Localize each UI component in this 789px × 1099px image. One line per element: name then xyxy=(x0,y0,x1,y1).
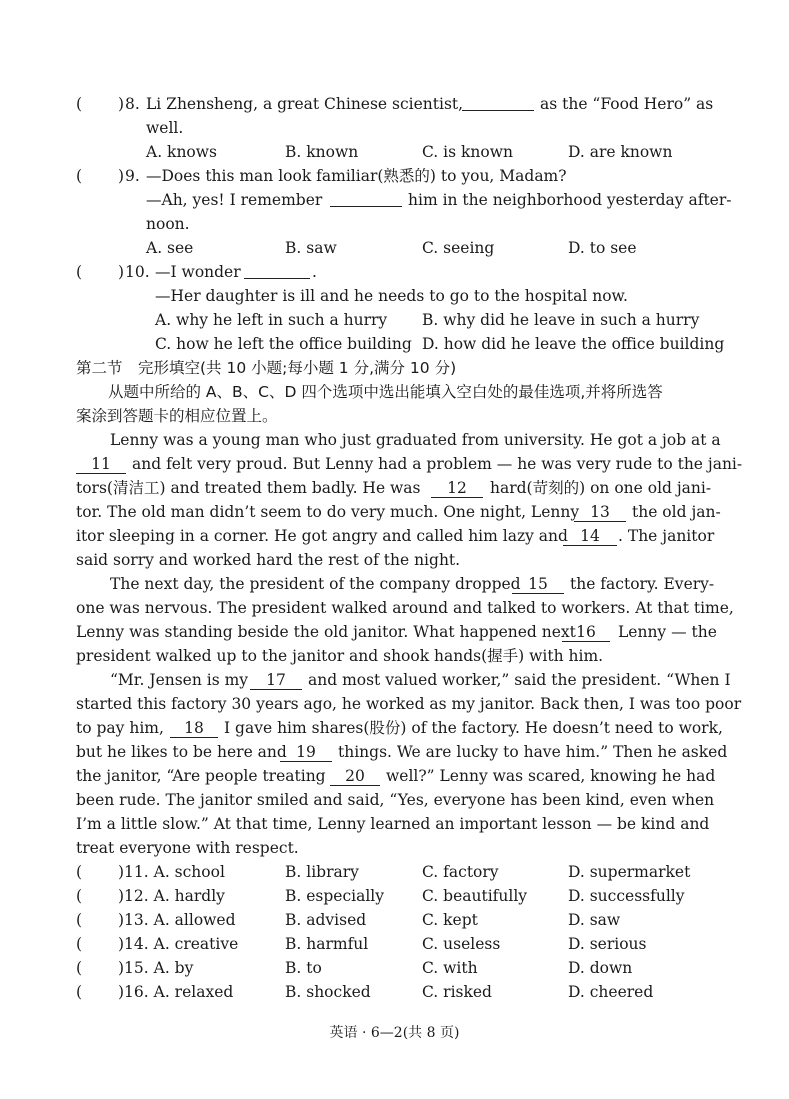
question-10-line2 xyxy=(0,284,789,308)
section-title xyxy=(0,356,789,380)
page-footer: 英语 · 6—2(共 8 页) xyxy=(329,1025,460,1041)
option-d: D. how did he leave the office building xyxy=(422,335,725,353)
cloze-blank-12 xyxy=(431,476,483,500)
option-c: C. useless xyxy=(422,935,501,953)
cloze-blank-19 xyxy=(280,740,332,764)
dialogue-line: noon. xyxy=(146,215,190,233)
passage-text: The next day, the president of the company dropped xyxy=(110,575,521,593)
blank-number: 19 xyxy=(280,743,332,762)
passage-text: itor sleeping in a corner. He got angry and called him lazy and xyxy=(76,527,568,545)
question-number: ) xyxy=(118,263,125,281)
passage-line xyxy=(0,692,789,716)
option-d: D. saw xyxy=(568,911,621,929)
cloze-blank-17 xyxy=(250,668,302,692)
passage-line xyxy=(0,452,789,476)
passage-text: the factory. Every- xyxy=(570,575,715,593)
option-c: C. beautifully xyxy=(422,887,528,905)
question-stem: as the “Food Hero” as xyxy=(540,95,714,113)
blank-number: 18 xyxy=(170,719,218,738)
passage-line xyxy=(0,428,789,452)
option-c: C. is known xyxy=(422,143,513,161)
option-b: B. known xyxy=(285,143,359,161)
passage-text: I gave him shares(股份) of the factory. He doesn’t need to work, xyxy=(224,719,723,737)
option-d: D. to see xyxy=(568,239,637,257)
answer-paren: ( xyxy=(76,911,83,929)
option-a: )13. A. allowed xyxy=(118,911,236,929)
dialogue-line: . xyxy=(312,263,317,281)
cloze-blank-18 xyxy=(170,716,218,740)
option-c: C. with xyxy=(422,959,478,977)
blank-number: 13 xyxy=(574,503,626,522)
option-b: B. advised xyxy=(285,911,367,929)
option-b: B. why did he leave in such a hurry xyxy=(422,311,700,329)
option-d: D. cheered xyxy=(568,983,654,1001)
passage-text: the old jan- xyxy=(632,503,721,521)
passage-text: hard(苛刻的) on one old jani- xyxy=(490,479,712,497)
passage-text: well?” Lenny was scared, knowing he had xyxy=(386,767,716,785)
section-instructions-2 xyxy=(0,404,789,428)
passage-text: Lenny was standing beside the old janitor. What happened next xyxy=(76,623,576,641)
option-row xyxy=(0,860,789,884)
blank-number: 12 xyxy=(431,479,483,498)
question-8 xyxy=(0,92,789,116)
cloze-blank-15 xyxy=(512,572,564,596)
passage-line xyxy=(0,836,789,860)
option-row xyxy=(0,980,789,1004)
question-9-line2 xyxy=(0,188,789,212)
passage-text: treat everyone with respect. xyxy=(76,839,299,857)
question-number: 9. xyxy=(125,167,140,185)
passage-line xyxy=(0,812,789,836)
passage-line xyxy=(0,644,789,668)
dialogue-line: —Does this man look familiar(熟悉的) to you, Madam? xyxy=(146,167,567,185)
question-number: ) xyxy=(118,95,125,113)
dialogue-line: —Her daughter is ill and he needs to go to the hospital now. xyxy=(155,287,628,305)
option-c: C. factory xyxy=(422,863,499,881)
passage-text: things. We are lucky to have him.” Then he asked xyxy=(338,743,728,761)
question-number: 10. xyxy=(125,263,150,281)
answer-paren: ( xyxy=(76,863,83,881)
passage-line xyxy=(0,524,789,548)
answer-paren: ( xyxy=(76,263,83,281)
dialogue-line: —Ah, yes! I remember xyxy=(146,191,323,209)
option-c: C. seeing xyxy=(422,239,495,257)
question-8-options xyxy=(0,140,789,164)
blank-number: 17 xyxy=(250,671,302,690)
answer-paren: ( xyxy=(76,95,83,113)
blank-number: 15 xyxy=(512,575,564,594)
passage-line xyxy=(0,788,789,812)
option-d: D. are known xyxy=(568,143,673,161)
passage-text: president walked up to the janitor and shook hands(握手) with him. xyxy=(76,647,604,665)
option-row xyxy=(0,884,789,908)
option-b: B. shocked xyxy=(285,983,371,1001)
answer-paren: ( xyxy=(76,959,83,977)
answer-blank xyxy=(462,92,534,116)
cloze-blank-11 xyxy=(76,452,126,476)
passage-text: “Mr. Jensen is my xyxy=(110,671,249,689)
option-a: A. see xyxy=(146,239,194,257)
question-9 xyxy=(0,164,789,188)
option-row xyxy=(0,908,789,932)
answer-blank xyxy=(244,260,310,284)
option-a: )11. A. school xyxy=(118,863,225,881)
option-a: )16. A. relaxed xyxy=(118,983,234,1001)
answer-paren: ( xyxy=(76,167,83,185)
blank-number: 11 xyxy=(76,455,126,474)
passage-text: Lenny was a young man who just graduated from university. He got a job at a xyxy=(110,431,721,449)
passage-text: tors(清洁工) and treated them badly. He was xyxy=(76,479,421,497)
passage-text: one was nervous. The president walked around and talked to workers. At that time, xyxy=(76,599,734,617)
passage-text: been rude. The janitor smiled and said, “Yes, everyone has been kind, even when xyxy=(76,791,715,809)
option-a: )15. A. by xyxy=(118,959,194,977)
section-title-text: 第二节 完形填空(共 10 小题;每小题 1 分,满分 10 分) xyxy=(76,359,457,377)
passage-text: and most valued worker,” said the president. “When I xyxy=(308,671,731,689)
answer-paren: ( xyxy=(76,983,83,1001)
option-row xyxy=(0,956,789,980)
passage-line xyxy=(0,548,789,572)
question-10-options-ab xyxy=(0,308,789,332)
answer-paren: ( xyxy=(76,935,83,953)
option-c: C. how he left the office building xyxy=(155,335,412,353)
option-b: B. harmful xyxy=(285,935,369,953)
question-stem: Li Zhensheng, a great Chinese scientist, xyxy=(146,95,464,113)
question-9-options xyxy=(0,236,789,260)
option-c: C. kept xyxy=(422,911,478,929)
dialogue-line: —I wonder xyxy=(155,263,241,281)
passage-line xyxy=(0,740,789,764)
passage-text: said sorry and worked hard the rest of the night. xyxy=(76,551,461,569)
instructions-line-2: 案涂到答题卡的相应位置上。 xyxy=(76,407,278,425)
question-9-line3 xyxy=(0,212,789,236)
question-8-cont xyxy=(0,116,789,140)
option-b: B. to xyxy=(285,959,322,977)
passage-text: tor. The old man didn’t seem to do very much. One night, Lenny xyxy=(76,503,580,521)
passage-text: started this factory 30 years ago, he worked as my janitor. Back then, I was too poor xyxy=(76,695,742,713)
answer-blank xyxy=(330,188,402,212)
passage-text: . The janitor xyxy=(618,527,715,545)
instructions-line-1: 从题中所给的 A、B、C、D 四个选项中选出能填入空白处的最佳选项,并将所选答 xyxy=(108,383,663,401)
question-stem: well. xyxy=(146,119,184,137)
option-d: D. serious xyxy=(568,935,647,953)
option-b: B. especially xyxy=(285,887,385,905)
blank-number: 14 xyxy=(563,527,617,546)
cloze-blank-14 xyxy=(563,524,617,548)
option-d: D. supermarket xyxy=(568,863,691,881)
question-10-options-cd xyxy=(0,332,789,356)
option-a: A. why he left in such a hurry xyxy=(155,311,388,329)
cloze-blank-20 xyxy=(330,764,380,788)
option-a: A. knows xyxy=(146,143,217,161)
passage-line xyxy=(0,668,789,692)
option-d: D. down xyxy=(568,959,633,977)
answer-paren: ( xyxy=(76,887,83,905)
dialogue-line: him in the neighborhood yesterday after- xyxy=(408,191,732,209)
passage-line xyxy=(0,500,789,524)
passage-line xyxy=(0,476,789,500)
question-number: 8. xyxy=(125,95,140,113)
option-d: D. successfully xyxy=(568,887,685,905)
cloze-blank-13 xyxy=(574,500,626,524)
passage-line xyxy=(0,572,789,596)
passage-text: I’m a little slow.” At that time, Lenny learned an important lesson — be kind and xyxy=(76,815,710,833)
option-a: )12. A. hardly xyxy=(118,887,225,905)
option-b: B. library xyxy=(285,863,359,881)
blank-number: 20 xyxy=(330,767,380,786)
passage-text: and felt very proud. But Lenny had a problem — he was very rude to the jani- xyxy=(132,455,743,473)
passage-text: Lenny — the xyxy=(618,623,717,641)
passage-text: the janitor, “Are people treating xyxy=(76,767,326,785)
option-c: C. risked xyxy=(422,983,492,1001)
option-a: )14. A. creative xyxy=(118,935,239,953)
option-b: B. saw xyxy=(285,239,337,257)
passage-line xyxy=(0,596,789,620)
passage-line xyxy=(0,764,789,788)
passage-line xyxy=(0,620,789,644)
option-row xyxy=(0,932,789,956)
passage-line xyxy=(0,716,789,740)
blank-number: 16 xyxy=(562,623,610,642)
passage-text: but he likes to be here and xyxy=(76,743,287,761)
passage-text: to pay him, xyxy=(76,719,164,737)
question-10 xyxy=(0,260,789,284)
question-number: ) xyxy=(118,167,125,185)
cloze-blank-16 xyxy=(562,620,610,644)
section-instructions xyxy=(0,380,789,404)
